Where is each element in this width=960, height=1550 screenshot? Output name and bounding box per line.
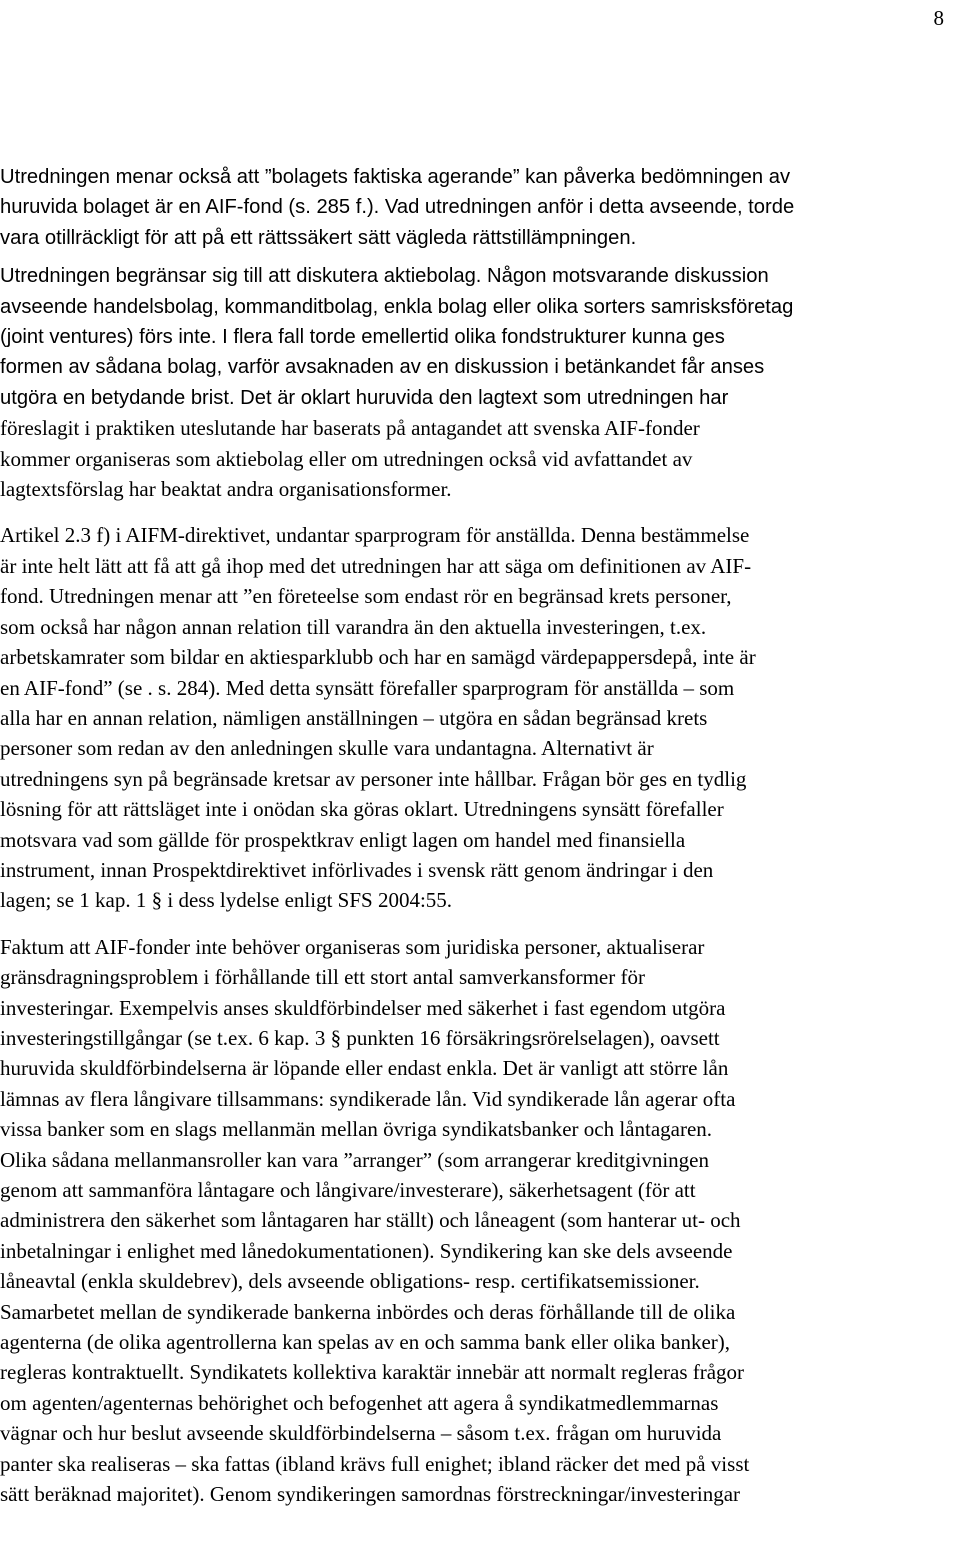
text-line: kommer organiseras som aktiebolag eller om utredningen också vid avfattandet av — [0, 446, 693, 471]
text-line: avseende handelsbolag, kommanditbolag, enkla bolag eller olika sorters samrisksföretag — [0, 295, 794, 318]
text-line: investeringar. Exempelvis anses skuldförbindelser med säkerhet i fast egendom utgöra — [0, 995, 726, 1020]
text-line: lagen; se 1 kap. 1 § i dess lydelse enligt SFS 2004:55. — [0, 888, 453, 913]
document-body — [0, 162, 960, 1509]
paragraph — [0, 520, 960, 915]
text-line: utgöra en betydande brist. Det är oklart huruvida den lagtext som utredningen har — [0, 386, 729, 409]
text-line: lösning för att rättsläget inte i onödan ska göras oklart. Utredningens synsätt förefaller — [0, 797, 724, 822]
text-line: administrera den säkerhet som låntagaren har ställt) och låneagent (som hanterar ut- och — [0, 1208, 741, 1233]
page-number: 8 — [933, 6, 944, 30]
text-line: Utredningen begränsar sig till att diskutera aktiebolag. Någon motsvarande diskussion — [0, 265, 769, 288]
text-line: huruvida skuldförbindelserna är löpande eller endast enkla. Det är vanligt att större lån — [0, 1056, 729, 1081]
text-line: vägnar och hur beslut avseende skuldförbindelserna – såsom t.ex. frågan om huruvida — [0, 1421, 722, 1446]
text-line: motsvara vad som gällde för prospektkrav enligt lagen om handel med finansiella — [0, 827, 686, 852]
text-line: regleras kontraktuellt. Syndikatets kollektiva karaktär innebär att normalt regleras frågor — [0, 1360, 745, 1385]
text-line: föreslagit i praktiken uteslutande har baserats på antagandet att svenska AIF-fonder — [0, 416, 700, 441]
text-line: instrument, innan Prospektdirektivet införlivades i svensk rätt genom ändringar i den — [0, 857, 714, 882]
text-line: Faktum att AIF-fonder inte behöver organiseras som juridiska personer, aktualiserar — [0, 934, 705, 959]
paragraph — [0, 261, 960, 504]
text-line: huruvida bolaget är en AIF-fond (s. 285 f.). Vad utredningen anför i detta avseende, torde — [0, 196, 795, 219]
text-line: inbetalningar i enlighet med lånedokumentationen). Syndikering kan ske dels avseende — [0, 1238, 733, 1263]
paragraph — [0, 162, 960, 253]
text-line: är inte helt lätt att få att gå ihop med det utredningen har att säga om definitionen av AIF- — [0, 553, 752, 578]
text-line: agenterna (de olika agentrollerna kan spelas av en och samma bank eller olika banker), — [0, 1330, 731, 1355]
text-line: investeringstillgångar (se t.ex. 6 kap. 3 § punkten 16 försäkringsrörelselagen), oavsett — [0, 1025, 720, 1050]
text-line: alla har en annan relation, nämligen anställningen – utgöra en sådan begränsad krets — [0, 705, 708, 730]
text-line: en AIF-fond” (se . s. 284). Med detta synsätt förefaller sparprogram för anställda – som — [0, 675, 735, 700]
text-line: personer som redan av den anledningen skulle vara undantagna. Alternativt är — [0, 736, 654, 761]
text-line: formen av sådana bolag, varför avsaknaden av en diskussion i betänkandet får anses — [0, 356, 765, 379]
text-line: vara otillräckligt för att på ett rättssäkert sätt vägleda rättstillämpningen. — [0, 226, 637, 249]
text-line: Samarbetet mellan de syndikerade bankerna inbördes och deras förhållande till de olika — [0, 1299, 736, 1324]
text-line: genom att sammanföra låntagare och långivare/investerare), säkerhetsagent (för att — [0, 1178, 696, 1202]
text-line: låneavtal (enkla skuldebrev), dels avseende obligations- resp. certifikatsemissioner. — [0, 1269, 700, 1294]
text-line: (joint ventures) förs inte. I flera fall torde emellertid olika fondstrukturer kunna ges — [0, 326, 725, 349]
paragraph — [0, 932, 960, 1510]
text-line: panter ska realiseras – ska fattas (ibland krävs full enighet; ibland räcker det med på visst — [0, 1451, 750, 1476]
text-line: utredningens syn på begränsade kretsar av personer inte hållbar. Frågan bör ges en tydlig — [0, 766, 747, 791]
text-line: gränsdragningsproblem i förhållande till ett stort antal samverkansformer för — [0, 965, 645, 990]
text-line: om agenten/agenternas behörighet och befogenhet att agera å syndikatmedlemmarnas — [0, 1390, 719, 1415]
text-line: som också har någon annan relation till varandra än den aktuella investeringen, t.ex. — [0, 614, 707, 639]
text-line: Utredningen menar också att ”bolagets faktiska agerande” kan påverka bedömningen av — [0, 166, 791, 188]
text-line: lagtextsförslag har beaktat andra organisationsformer. — [0, 477, 452, 502]
text-line: Artikel 2.3 f) i AIFM-direktivet, undantar sparprogram för anställda. Denna bestämmelse — [0, 523, 750, 548]
text-line: sätt beräknad majoritet). Genom syndikeringen samordnas förstreckningar/investeringar — [0, 1482, 741, 1507]
text-line: arbetskamrater som bildar en aktiesparklubb och har en samägd värdepappersdepå, inte är — [0, 645, 756, 670]
text-line: lämnas av flera långivare tillsammans: syndikerade lån. Vid syndikerade lån agerar ofta — [0, 1086, 736, 1111]
text-line: Olika sådana mellanmansroller kan vara ”arranger” (som arrangerar kreditgivningen — [0, 1147, 710, 1172]
text-line: fond. Utredningen menar att ”en företeelse som endast rör en begränsad krets personer, — [0, 584, 732, 609]
text-line: vissa banker som en slags mellanmän mellan övriga syndikatsbanker och låntagaren. — [0, 1117, 713, 1142]
